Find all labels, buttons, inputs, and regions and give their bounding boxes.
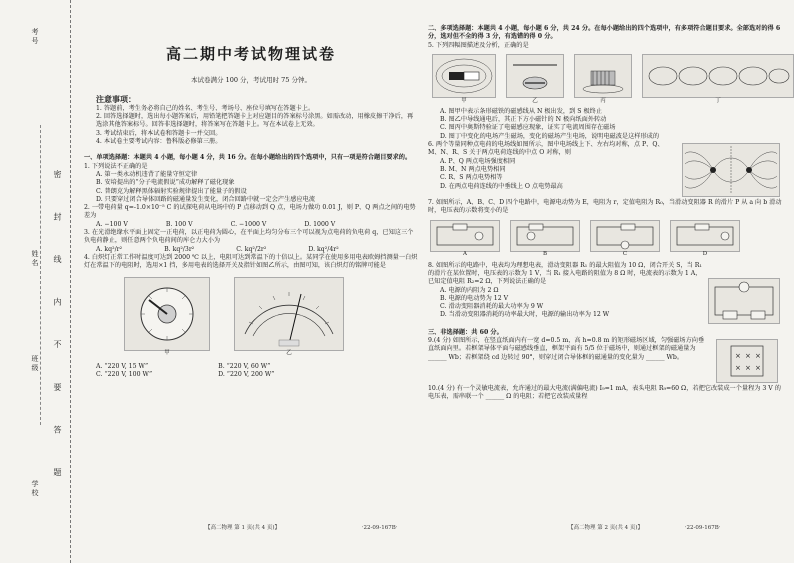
q9-stem: 9.(4 分) 如图所示，在竖直纸面内有一宽 d=0.5 m，高 h=0.8 m 的矩形磁场区域，匀强磁场方向垂直纸面向里。若框架导体平面与磁感线垂直，框架平面有 5/5 位于磁场中，则通过框架的磁通量为 ______ Wb；若框架绕 cd 边转过 90°，则穿过闭合导体框的磁通量的变化量为 ______ Wb。 <box>428 336 705 361</box>
bar-magnet-icon <box>433 55 495 97</box>
coil-apparatus-icon <box>575 55 631 97</box>
circuit-b-figure <box>510 220 580 258</box>
left-page <box>84 22 418 379</box>
q4-options-row1 <box>84 363 418 371</box>
q8-circuit-figure <box>708 278 780 324</box>
svg-text:×: × <box>735 351 741 360</box>
meter-scale-figure <box>234 277 344 357</box>
q6-option: B. M、N 两点电势相同 <box>440 165 506 173</box>
page-footer-right <box>568 523 721 531</box>
circuit-a-icon <box>431 221 499 251</box>
q2-options <box>84 221 418 229</box>
seal-notice: 密 封 线 内 不 要 答 题 <box>53 170 62 492</box>
notice-item: 4. 本试卷主要考试内容：鲁科版必修第三册。 <box>96 138 222 146</box>
q2-option: B. 100 V <box>165 220 193 228</box>
q9-magnetic-field-figure <box>716 339 778 383</box>
kaohao-label: 考号 <box>31 28 39 46</box>
q4-stem: 4. 白炽灯正常工作时温度可达到 2000 ℃ 以上，电阻可达到常温下的十倍以上。某同学在使用多用电表欧姆挡测量一白炽灯在常温下的电阻时，选用×1 挡，多用电表的选择开关及指针如图乙所示，由图可知，该白炽灯的铭牌可能是 <box>84 253 418 270</box>
q4-option: B. “220 V, 60 W” <box>218 362 271 370</box>
q7-stem: 7. 如图所示，A、B、C、D 四个电路中，电源电动势为 E，电阻为 r，定值电阻为 R₀，当滑动变阻器 R 的滑片 P 从 a 向 b 滑动时，电压表的示数将变小的是 <box>428 199 782 215</box>
circuit-caption: D <box>702 251 708 258</box>
binding-strip <box>0 0 71 563</box>
notice-item: 1. 答题前，考生务必将自己的姓名、考生号、考场号、座位号填写在答题卡上。 <box>96 104 315 112</box>
circuit-caption: B <box>542 251 548 258</box>
q4-option: D. “220 V, 200 W” <box>218 370 275 378</box>
footer-page-1: 【高二物理 第 1 页(共 4 页)】 <box>205 525 281 531</box>
field-chain-icon <box>643 55 793 97</box>
figure-caption-jia: 甲 <box>164 350 170 357</box>
xingming-label: 姓名 <box>31 250 39 268</box>
q8-stem: 8. 如图所示的电路中，电表均为理想电表，滑动变阻器 R₁ 的最大阻值为 10 Ω，闭合开关 S，当 R₁ 的滑片在某位置时，电压表的示数为 1 V，当 R₁ 接入电路的阻值为 8 Ω 时，电流表的示数为 1 A，已知定值电阻 R₂=2 Ω，下列说法正确的是 <box>428 261 702 286</box>
q1-option: D. 只要穿过闭合导体回路的磁通量发生变化，闭合回路中就一定会产生感应电流 <box>96 195 316 203</box>
fig-cap-yi: 乙 <box>532 97 538 104</box>
svg-text:×: × <box>735 363 741 372</box>
svg-text:×: × <box>755 363 761 372</box>
q8-option: C. 滑动变阻器消耗的最大功率为 9 W <box>440 303 544 311</box>
circuit-b-icon <box>511 221 579 251</box>
q3-option: D. kq²/4r² <box>308 245 339 253</box>
q7-circuits <box>430 218 784 258</box>
svg-text:×: × <box>755 351 761 360</box>
q8-block <box>428 262 784 326</box>
section-1-header: 一、单项选择题：本题共 4 小题，每小题 4 分，共 16 分。在每小题给出的四个选项中，只有一项是符合题目要求的。 <box>84 154 412 162</box>
circuit-d-icon <box>671 221 739 251</box>
q3-option: C. kq²/2r² <box>236 245 267 253</box>
q6-stem: 6. 两个等量同种点电荷的电场线如图所示，图中电场线上下、左右均对称，点 P、Q、M、N、R、S 关于两点电荷连线的中点 O 对称，则 <box>428 141 664 157</box>
exam-meta: 本试卷满分 100 分，考试用时 75 分钟。 <box>191 76 311 85</box>
notice-title: 注意事项： <box>96 93 136 104</box>
q10-stem: 10.(4 分) 有一个灵敏电流表，允许通过的最大电流(满偏电流) I₉=1 mA，表头电阻 R₉=60 Ω，若把它改装成一个量程为 3 V 的电压表，需串联一个 ______ Ω 的电阻；若把它改装成量程 <box>428 384 781 401</box>
fig-cap-bing: 丙 <box>600 97 606 104</box>
q4-options-row2 <box>84 371 418 379</box>
q4-option: C. “220 V, 100 W” <box>96 370 153 378</box>
circuit-caption: A <box>463 251 467 258</box>
q5-option: A. 图甲中表示条形磁铁的磁感线从 N 极出发，到 S 极终止 <box>440 107 603 115</box>
seal-line <box>40 125 42 425</box>
footer-page-2: 【高二物理 第 2 页(共 4 页)】 <box>568 525 644 531</box>
svg-text:×: × <box>745 351 751 360</box>
page-footer-left <box>205 523 398 531</box>
circuit-caption: C <box>622 251 628 258</box>
q3-options <box>84 246 418 254</box>
footer-code-1: ·22-09-167B· <box>361 525 398 531</box>
q4-option: A. “220 V, 15 W” <box>96 362 149 370</box>
circuit-d-figure <box>670 220 740 258</box>
exam-title: 高二期中考试物理试卷 <box>165 45 336 63</box>
xuexiao-label: 学校 <box>31 480 39 498</box>
figure-caption-yi: 乙 <box>286 350 292 357</box>
circuit-c-icon <box>591 221 659 251</box>
section-3-header: 三、非选择题：共 60 分。 <box>428 328 503 336</box>
fig-cap-ding: 丁 <box>715 97 721 104</box>
q6-option: A. P、Q 两点电场强度相同 <box>440 157 516 165</box>
q2-option: A. −100 V <box>96 220 128 228</box>
right-page <box>428 22 784 402</box>
bar-magnet-figure <box>432 54 496 104</box>
notice-item: 3. 考试结束后，将本试卷和答题卡一并交回。 <box>96 129 222 137</box>
q1-option: B. 安培提出的“分子电流假说”成功解释了磁化现象 <box>96 179 235 187</box>
circuit-a-figure <box>430 220 500 258</box>
multimeter-dial-figure <box>124 277 210 357</box>
q3-stem: 3. 在光滑绝缘水平面上固定一正电荷，以正电荷为圆心，在平面上均匀分布三个可以视为点电荷的负电荷 q，已知这三个负电荷静止，则任意两个负电荷间的库仑力大小为 <box>84 229 414 245</box>
q5-option: C. 图丙中奥斯特验证了电磁感应现象，证实了电流周围存在磁场 <box>440 124 616 132</box>
q5-figures <box>432 52 784 104</box>
q8-option: B. 电源的电动势为 12 V <box>440 294 509 302</box>
field-lines-figure <box>682 143 780 197</box>
q6-option: D. 在两点电荷连线的中垂线上 O 点电势最高 <box>440 182 563 190</box>
q8-option: A. 电源的内阻为 2 Ω <box>440 286 499 294</box>
svg-text:×: × <box>745 363 751 372</box>
q9-block <box>428 337 784 385</box>
q5-option: D. 图丁中变化的电场产生磁场，变化的磁场产生电场，说明电磁波是这样形成的 <box>440 132 660 140</box>
q1-option: A. 第一类永动机违背了能量守恒定律 <box>96 170 198 178</box>
q6-block <box>428 141 784 199</box>
wire-compass-icon <box>507 55 563 97</box>
current-wire-figure <box>506 54 564 104</box>
oersted-figure <box>574 54 632 104</box>
q5-option: B. 图乙中导线通电后，其正下方小磁针的 N 极向纸面外转动 <box>440 116 607 124</box>
footer-code-2: ·22-09-167B· <box>684 525 721 531</box>
em-wave-figure <box>642 54 794 104</box>
notice-item: 2. 回答选择题时，选出每小题答案后，用铅笔把答题卡上对应题目的答案标号涂黑。如需改动，用橡皮擦干净后，再选涂其他答案标号。回答非选择题时，将答案写在答题卡上。写在本试卷上无效。 <box>96 113 414 129</box>
q1-option: C. 普朗克为解释黑体辐射实验规律提出了能量子的假设 <box>96 187 247 195</box>
q8-circuit-icon <box>709 279 779 323</box>
q2-stem: 2. 一带电荷量 q=-1.0×10⁻⁵ C 的试探电荷从电场中的 P 点移动到 Q 点，电场力做功 0.01 J，则 P、Q 两点之间的电势差为 <box>84 204 416 220</box>
q6-option: C. R、S 两点电势相等 <box>440 174 503 182</box>
fig-cap-jia: 甲 <box>461 97 467 104</box>
meter-scale-icon <box>235 278 343 350</box>
q4-figures <box>84 275 418 357</box>
q2-option: D. 1000 V <box>304 220 336 228</box>
dipole-field-icon <box>683 144 779 196</box>
q5-stem: 5. 下列四幅图描述及分析，正确的是 <box>428 41 529 49</box>
q1-stem: 1. 下列说法不正确的是 <box>84 162 148 170</box>
q8-option: D. 当滑动变阻器消耗的功率最大时，电源的输出功率为 12 W <box>440 311 610 319</box>
banji-label: 班级 <box>31 355 39 373</box>
q3-option: B. kq²/3r² <box>164 245 195 253</box>
q2-option: C. −1000 V <box>230 220 267 228</box>
selector-dial-icon <box>125 278 209 350</box>
q3-option: A. kq²/r² <box>96 245 123 253</box>
section-2-header: 二、多项选择题：本题共 4 小题，每小题 6 分，共 24 分。在每小题给出的四个选项中，有多项符合题目要求。全部选对的得 6 分，选对但不全的得 3 分，有选错的得 0 分。 <box>428 25 781 41</box>
field-region-icon <box>717 340 777 382</box>
circuit-c-figure <box>590 220 660 258</box>
